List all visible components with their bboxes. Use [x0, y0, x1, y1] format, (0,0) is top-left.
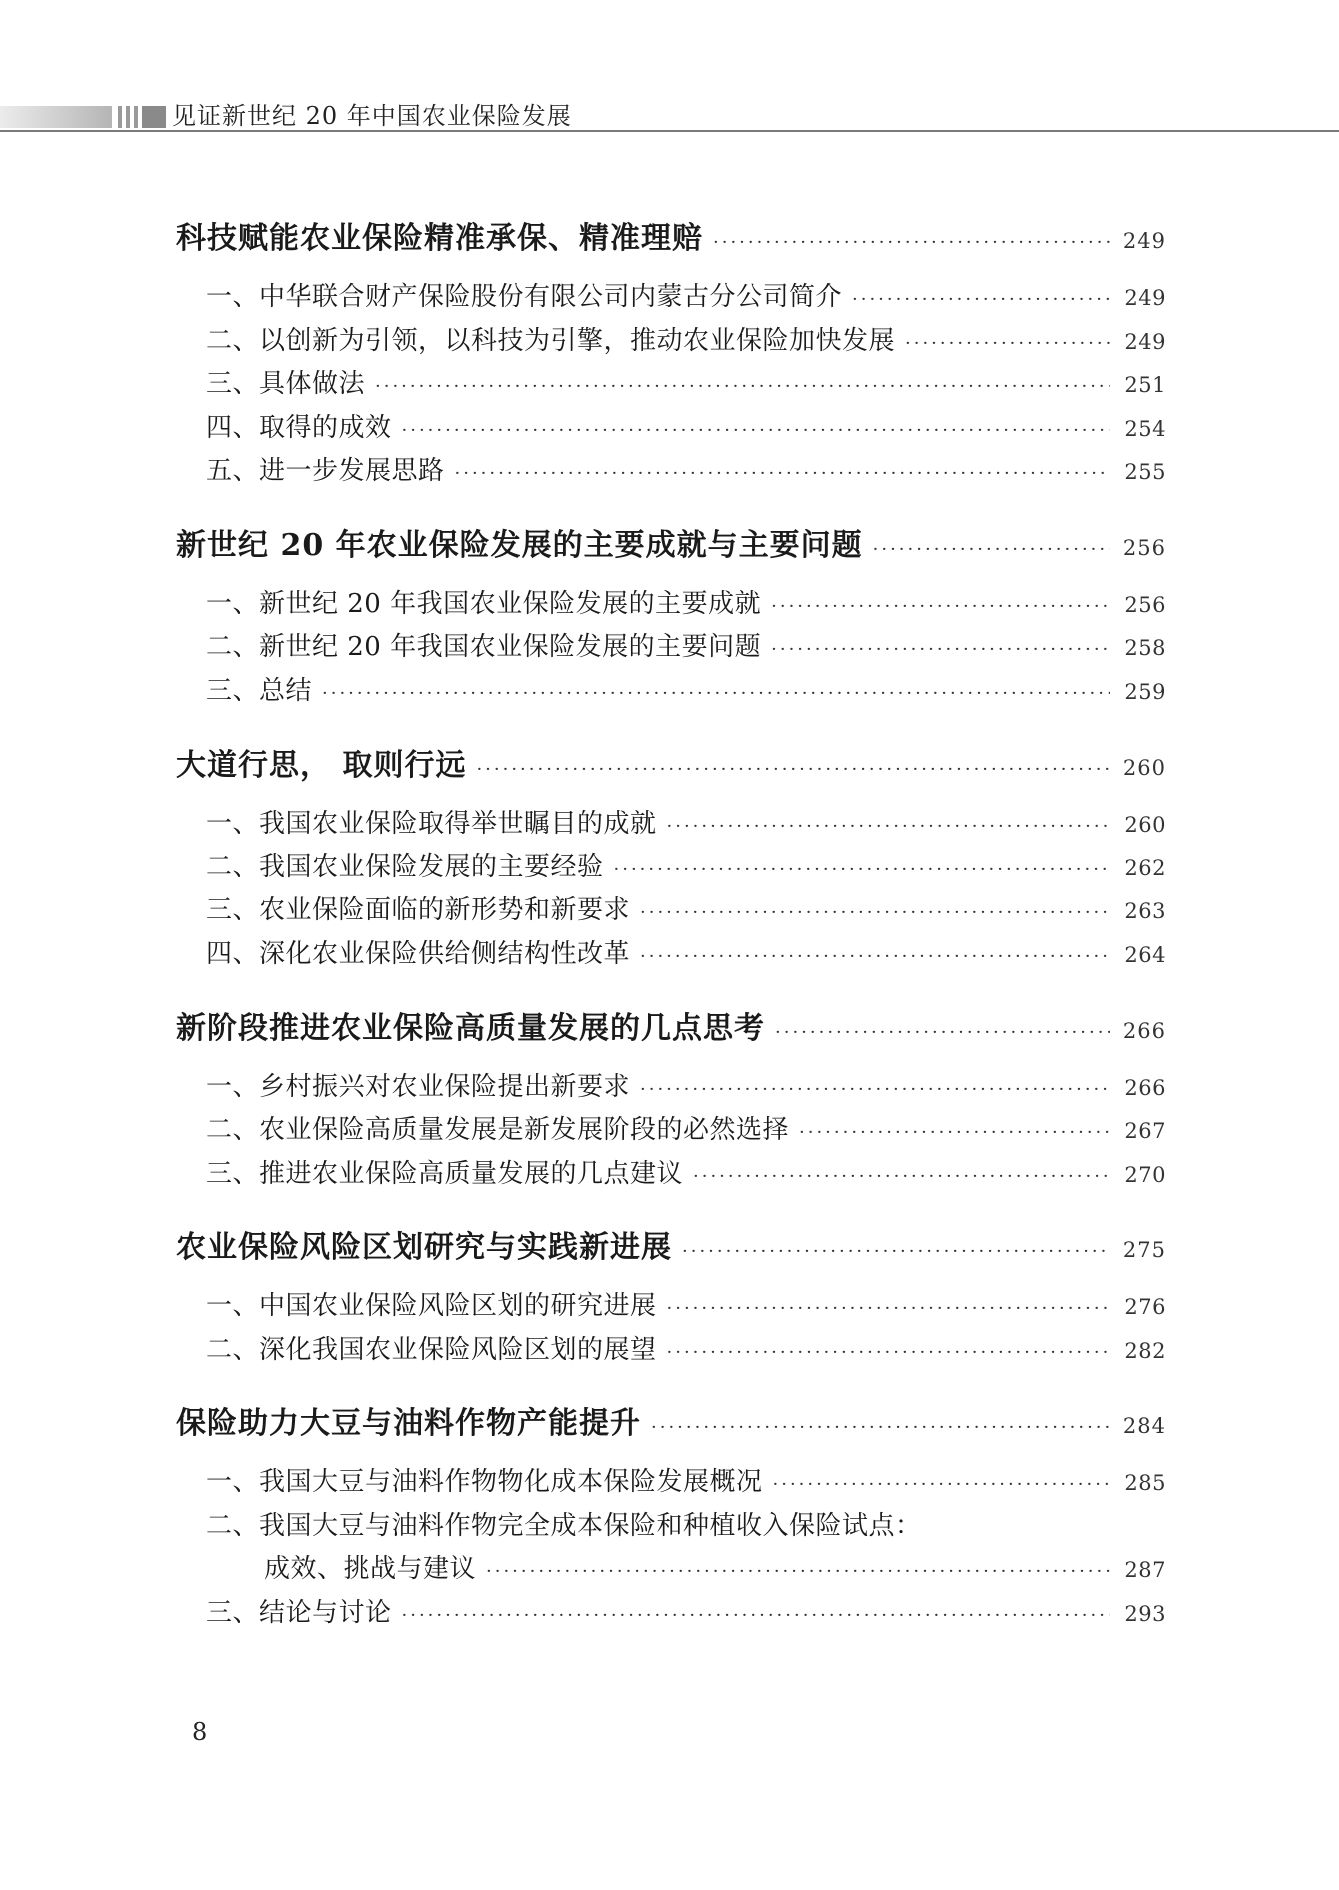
dot-leader [667, 1342, 1110, 1363]
page-number: 8 [192, 1718, 208, 1746]
toc-item[interactable] [206, 1285, 1166, 1322]
dot-leader [852, 289, 1110, 310]
dot-leader [771, 596, 1110, 617]
toc-item-title: 二、深化我国农业保险风险区划的展望 [206, 1335, 657, 1365]
dot-leader [773, 1474, 1110, 1495]
dot-leader [799, 1122, 1110, 1143]
toc-item[interactable] [264, 1548, 1166, 1585]
toc-item-title: 三、结论与讨论 [206, 1598, 392, 1628]
toc-section[interactable] [176, 213, 1166, 257]
toc-item[interactable] [206, 803, 1166, 840]
toc-section-title: 大道行思， 取则行远 [176, 748, 467, 783]
toc-item[interactable] [206, 933, 1166, 970]
toc-item[interactable] [206, 1066, 1166, 1103]
toc-page-number: 249 [1124, 330, 1166, 354]
toc-item[interactable] [206, 407, 1166, 444]
toc-section[interactable] [176, 740, 1166, 784]
running-header [0, 100, 1339, 132]
toc-item[interactable] [206, 1109, 1166, 1146]
toc-page-number: 260 [1124, 813, 1166, 837]
toc-section[interactable] [176, 1222, 1166, 1266]
header-gradient-bar [0, 106, 112, 128]
toc-item-title: 三、推进农业保险高质量发展的几点建议 [206, 1159, 684, 1189]
dot-leader [322, 683, 1110, 704]
toc-page-number: 267 [1124, 1119, 1166, 1143]
toc-page-number: 270 [1124, 1163, 1166, 1187]
toc-item-title: 四、取得的成效 [206, 413, 392, 443]
toc-page-number: 258 [1124, 636, 1166, 660]
toc-item-title: 成效、挑战与建议 [264, 1554, 477, 1584]
toc-page-number: 284 [1122, 1414, 1166, 1438]
toc-item[interactable] [206, 1461, 1166, 1498]
dot-leader [667, 816, 1110, 837]
toc-page-number: 276 [1124, 1295, 1166, 1319]
toc-item-title: 二、我国大豆与油料作物完全成本保险和种植收入保险试点： [206, 1511, 922, 1541]
dot-leader [486, 1561, 1110, 1582]
toc-page-number: 259 [1124, 680, 1166, 704]
dot-leader [640, 1079, 1110, 1100]
toc-item[interactable] [206, 276, 1166, 313]
dot-leader [614, 859, 1110, 880]
toc-section[interactable] [176, 520, 1166, 564]
toc-page-number: 285 [1124, 1471, 1166, 1495]
toc-item[interactable] [206, 670, 1166, 707]
dot-leader [693, 1166, 1110, 1187]
dot-leader [873, 539, 1110, 560]
toc-item[interactable] [206, 1153, 1166, 1190]
toc-item[interactable] [206, 363, 1166, 400]
toc-section-title: 新世纪 20 年农业保险发展的主要成就与主要问题 [176, 528, 863, 563]
toc-page-number: 251 [1124, 373, 1166, 397]
toc-item-title: 二、农业保险高质量发展是新发展阶段的必然选择 [206, 1115, 790, 1145]
toc-item-title: 二、新世纪 20 年我国农业保险发展的主要问题 [206, 632, 762, 662]
dot-leader [640, 946, 1110, 967]
toc-item-title: 一、中华联合财产保险股份有限公司内蒙古分公司简介 [206, 282, 843, 312]
toc-section-title: 农业保险风险区划研究与实践新进展 [176, 1230, 672, 1265]
toc-page-number: 263 [1124, 899, 1166, 923]
toc-page-number: 266 [1124, 1076, 1166, 1100]
dot-leader [713, 232, 1110, 253]
header-stripe [126, 106, 130, 128]
toc-page-number: 249 [1122, 229, 1166, 253]
toc-item-title: 四、深化农业保险供给侧结构性改革 [206, 939, 631, 969]
toc-page-number: 262 [1124, 856, 1166, 880]
toc-item[interactable] [206, 846, 1166, 883]
toc-section-title: 保险助力大豆与油料作物产能提升 [176, 1406, 641, 1441]
toc-item-title: 一、中国农业保险风险区划的研究进展 [206, 1291, 657, 1321]
header-title: 见证新世纪 20 年中国农业保险发展 [172, 102, 572, 130]
toc-item[interactable] [206, 1329, 1166, 1366]
dot-leader [905, 333, 1110, 354]
toc-section[interactable] [176, 1003, 1166, 1047]
toc-item[interactable] [206, 889, 1166, 926]
toc-item[interactable] [206, 320, 1166, 357]
dot-leader [682, 1241, 1110, 1262]
dot-leader [775, 1022, 1110, 1043]
header-stripe [118, 106, 122, 128]
toc-item-title: 三、总结 [206, 676, 313, 706]
toc-page-number: 275 [1122, 1238, 1166, 1262]
toc-page-number: 287 [1124, 1558, 1166, 1582]
dot-leader [771, 639, 1110, 660]
toc-section[interactable] [176, 1398, 1166, 1442]
toc-item-title: 三、农业保险面临的新形势和新要求 [206, 895, 631, 925]
toc-section-title: 新阶段推进农业保险高质量发展的几点思考 [176, 1011, 765, 1046]
header-block [142, 106, 166, 128]
toc-item[interactable] [206, 450, 1166, 487]
toc-section-title: 科技赋能农业保险精准承保、精准理赔 [176, 221, 703, 256]
toc-item[interactable] [206, 583, 1166, 620]
header-stripe [134, 106, 138, 128]
toc-item-title: 一、新世纪 20 年我国农业保险发展的主要成就 [206, 589, 762, 619]
toc-page-number: 249 [1124, 286, 1166, 310]
toc-item[interactable] [206, 626, 1166, 663]
toc-item-title: 一、我国大豆与油料作物物化成本保险发展概况 [206, 1467, 763, 1497]
dot-leader [667, 1298, 1110, 1319]
toc-item-title: 一、我国农业保险取得举世瞩目的成就 [206, 809, 657, 839]
dot-leader [651, 1417, 1110, 1438]
toc-page-number: 266 [1122, 1019, 1166, 1043]
toc-page-number: 264 [1124, 943, 1166, 967]
toc-item[interactable] [206, 1592, 1166, 1629]
dot-leader [640, 902, 1110, 923]
toc-page-number: 282 [1124, 1339, 1166, 1363]
toc-page-number: 293 [1124, 1602, 1166, 1626]
toc-item-title: 二、以创新为引领，以科技为引擎，推动农业保险加快发展 [206, 326, 896, 356]
header-rule [0, 130, 1339, 132]
toc-page-number: 260 [1122, 756, 1166, 780]
toc-item-title: 三、具体做法 [206, 369, 366, 399]
toc-item-title: 一、乡村振兴对农业保险提出新要求 [206, 1072, 631, 1102]
toc-item-title: 二、我国农业保险发展的主要经验 [206, 852, 604, 882]
dot-leader [402, 1605, 1110, 1626]
toc-page-number: 256 [1122, 536, 1166, 560]
toc-item-title: 五、进一步发展思路 [206, 456, 445, 486]
dot-leader [402, 420, 1110, 441]
toc-page-number: 256 [1124, 593, 1166, 617]
dot-leader [476, 759, 1110, 780]
toc-page-number: 255 [1124, 460, 1166, 484]
dot-leader [455, 463, 1110, 484]
toc-page-number: 254 [1124, 417, 1166, 441]
dot-leader [375, 376, 1110, 397]
